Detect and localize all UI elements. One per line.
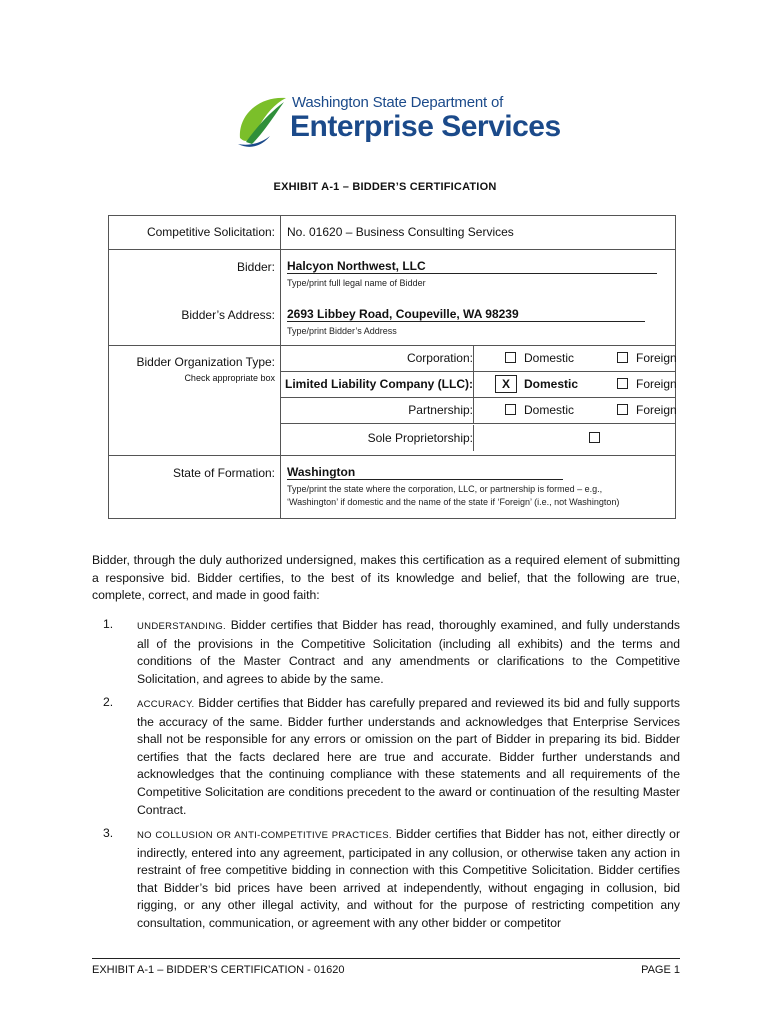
- corporation-foreign-checkbox[interactable]: [617, 352, 628, 363]
- corporation-domestic-checkbox[interactable]: [505, 352, 516, 363]
- solicitation-label: Competitive Solicitation:: [146, 225, 275, 239]
- foreign-label: Foreign: [636, 377, 677, 391]
- state-value: Washington: [287, 465, 563, 480]
- bidder-field[interactable]: [287, 259, 657, 274]
- partnership-domestic-checkbox[interactable]: [505, 404, 516, 415]
- item-text: Bidder certifies that Bidder has read, thoroughly examined, and fully understands all of the provisions in the Competitive Solicitation (including all exhibits) and the terms and conditions of the Master Contract and any amendments or clarifications to the Competitive Solicitation, and agrees to abide by the same.: [137, 618, 680, 686]
- domestic-label: Domestic: [524, 351, 575, 365]
- page-title: EXHIBIT A-1 – BIDDER’S CERTIFICATION: [273, 181, 497, 193]
- intro-paragraph: Bidder, through the duly authorized undersigned, makes this certification as a required element of submitting a responsive bid. Bidder certifies, to the best of its knowledge and belief, that the following are true, complete, correct, and made in good faith:: [92, 553, 680, 603]
- partnership-foreign-checkbox[interactable]: [617, 404, 628, 415]
- agency-logo: [234, 90, 561, 150]
- org-type-label-text: Limited Liability Company (LLC):: [285, 377, 473, 391]
- org-row-sole-proprietorship: [281, 425, 675, 451]
- cell-divider: [473, 345, 474, 371]
- org-type-label-text: Partnership:: [408, 403, 473, 417]
- org-type-instructions: Check appropriate box: [184, 373, 275, 383]
- item-no-collusion: [137, 826, 680, 933]
- cell-divider: [473, 397, 474, 423]
- row-divider: [281, 423, 675, 424]
- org-type-label-text: Corporation:: [406, 351, 473, 365]
- address-label: Bidder’s Address:: [181, 308, 275, 322]
- bidder-label: Bidder:: [236, 260, 275, 274]
- state-hint-line2: ‘Washington’ if domestic and the name of the state if ‘Foreign’ (i.e., not Washington): [287, 497, 620, 507]
- bidder-value: Halcyon Northwest, LLC: [287, 259, 657, 274]
- item-heading: ACCURACY.: [137, 699, 195, 710]
- domestic-label: Domestic: [524, 377, 579, 391]
- state-label: State of Formation:: [172, 466, 275, 480]
- foreign-label: Foreign: [636, 351, 677, 365]
- item-heading: NO COLLUSION OR ANTI-COMPETITIVE PRACTICES.: [137, 830, 392, 841]
- item-accuracy: [137, 695, 680, 819]
- org-row-partnership: [281, 397, 675, 423]
- cell-divider: [473, 425, 474, 451]
- llc-foreign-checkbox[interactable]: [617, 378, 628, 389]
- item-heading: UNDERSTANDING.: [137, 621, 226, 632]
- item-understanding: [137, 617, 680, 688]
- item-text: Bidder certifies that Bidder has not, either directly or indirectly, entered into any agreement, participated in any collusion, or otherwise taken any action in restraint of free competitive bidding in connection with this Competitive Solicitation. Bidder certifies that Bidder’s bid prices have been arrived at independently, without engaging in collusion, bid rigging, or any other illegal activity, and without for the purpose of restricting competition any consultation, communication, or agreement with any other bidder or competitor: [137, 827, 681, 930]
- footer-rule: [92, 958, 680, 959]
- sole-proprietorship-checkbox[interactable]: [589, 432, 600, 443]
- address-field[interactable]: [287, 307, 645, 322]
- certification-form: [108, 215, 676, 519]
- logo-line1: Washington State Department of: [292, 94, 504, 111]
- org-type-label-text: Sole Proprietorship:: [367, 431, 473, 445]
- cell-divider: [473, 371, 474, 397]
- org-row-llc: [281, 371, 675, 397]
- state-hint-line1: Type/print the state where the corporation, LLC, or partnership is formed – e.g.,: [287, 484, 603, 494]
- row-divider: [109, 249, 675, 250]
- solicitation-value: No. 01620 – Business Consulting Services: [287, 225, 514, 239]
- row-divider: [109, 455, 675, 456]
- domestic-label: Domestic: [524, 403, 575, 417]
- item-number: 2.: [103, 695, 114, 709]
- org-type-label: Bidder Organization Type:: [136, 355, 275, 369]
- logo-line2: Enterprise Services: [290, 110, 561, 143]
- footer-document-id: EXHIBIT A-1 – BIDDER’S CERTIFICATION - 01620: [92, 964, 345, 976]
- foreign-label: Foreign: [636, 403, 677, 417]
- footer-page-number: PAGE 1: [641, 964, 680, 976]
- state-field[interactable]: [287, 465, 563, 480]
- address-hint: Type/print Bidder’s Address: [287, 326, 397, 336]
- item-number: 3.: [103, 826, 114, 840]
- leaf-icon: [234, 92, 292, 150]
- llc-domestic-checkbox[interactable]: X: [495, 375, 517, 393]
- item-number: 1.: [103, 617, 114, 631]
- org-row-corporation: [281, 345, 675, 371]
- address-value: 2693 Libbey Road, Coupeville, WA 98239: [287, 307, 645, 322]
- item-text: Bidder certifies that Bidder has carefully prepared and reviewed its bid and fully supports the accuracy of the same. Bidder further understands and acknowledges that Enterprise Services shall not be responsible for any errors or omission on the part of Bidder in preparing its bid. Bidder certifies that the facts declared here are true and accurate. Bidder further understands and acknowledges that the continuing compliance with these statements and all requirements of the Competitive Solicitation are conditions precedent to the award or continuation of the resulting Master Contract.: [137, 696, 680, 817]
- bidder-hint: Type/print full legal name of Bidder: [287, 278, 426, 288]
